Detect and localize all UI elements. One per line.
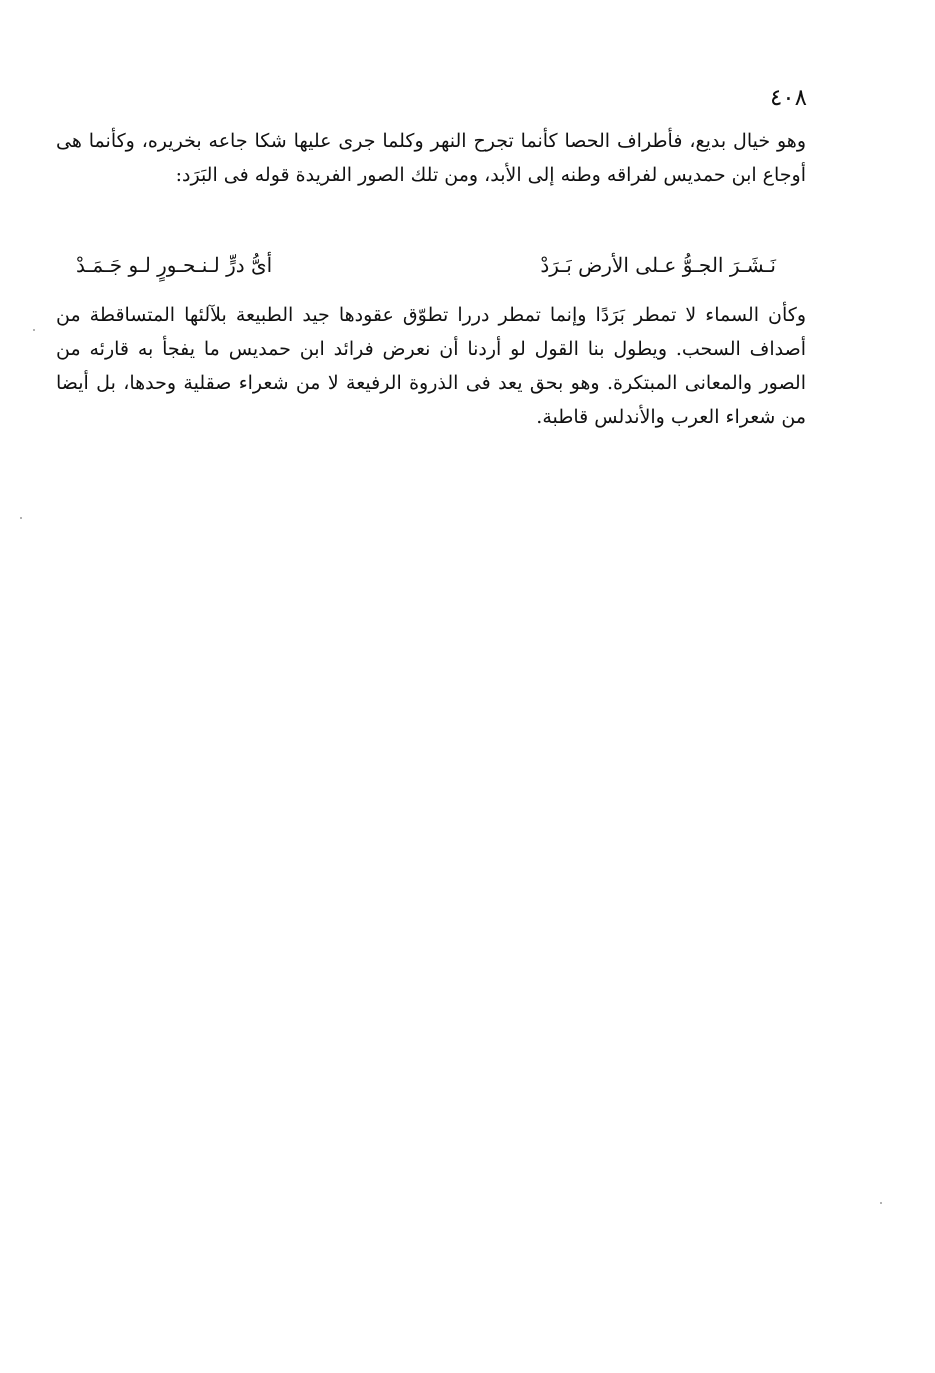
verse-first-hemistich: نَـشَـرَ الجـوُّ عـلى الأرض بَـرَدْ [540, 253, 776, 277]
poetry-verse [76, 248, 776, 284]
paragraph-2: وكأن السماء لا تمطر بَرَدًا وإنما تمطر دررا تطوّق عقودها جيد الطبيعة بلآلئها المتساقطة من أصداف السحب. ويطول بنا القول لو أردنا أن نعرض فرائد ابن حمديس ما يفجأ به قارئه من الصور والمعانى المبتكرة. وهو بحق يعد فى الذروة الرفيعة لا من شعراء صقلية وحدها، بل أيضا من شعراء العرب والأندلس قاطبة. [56, 304, 806, 428]
paragraph-1: وهو خيال بديع، فأطراف الحصا كأنما تجرح النهر وكلما جرى عليها شكا جاعه بخريره، وكأنما هى أوجاع ابن حمديس لفراقه وطنه إلى الأبد، ومن تلك الصور الفريدة قوله فى البَرَد: [56, 130, 806, 186]
scan-speck [880, 1202, 882, 1204]
scan-speck [33, 329, 35, 331]
page-number: ٤٠٨ [769, 85, 807, 111]
verse-second-hemistich: أىُّ درٍّ لـنـحـورٍ لـو جَـمَـدْ [76, 253, 273, 277]
scan-speck [20, 517, 22, 519]
